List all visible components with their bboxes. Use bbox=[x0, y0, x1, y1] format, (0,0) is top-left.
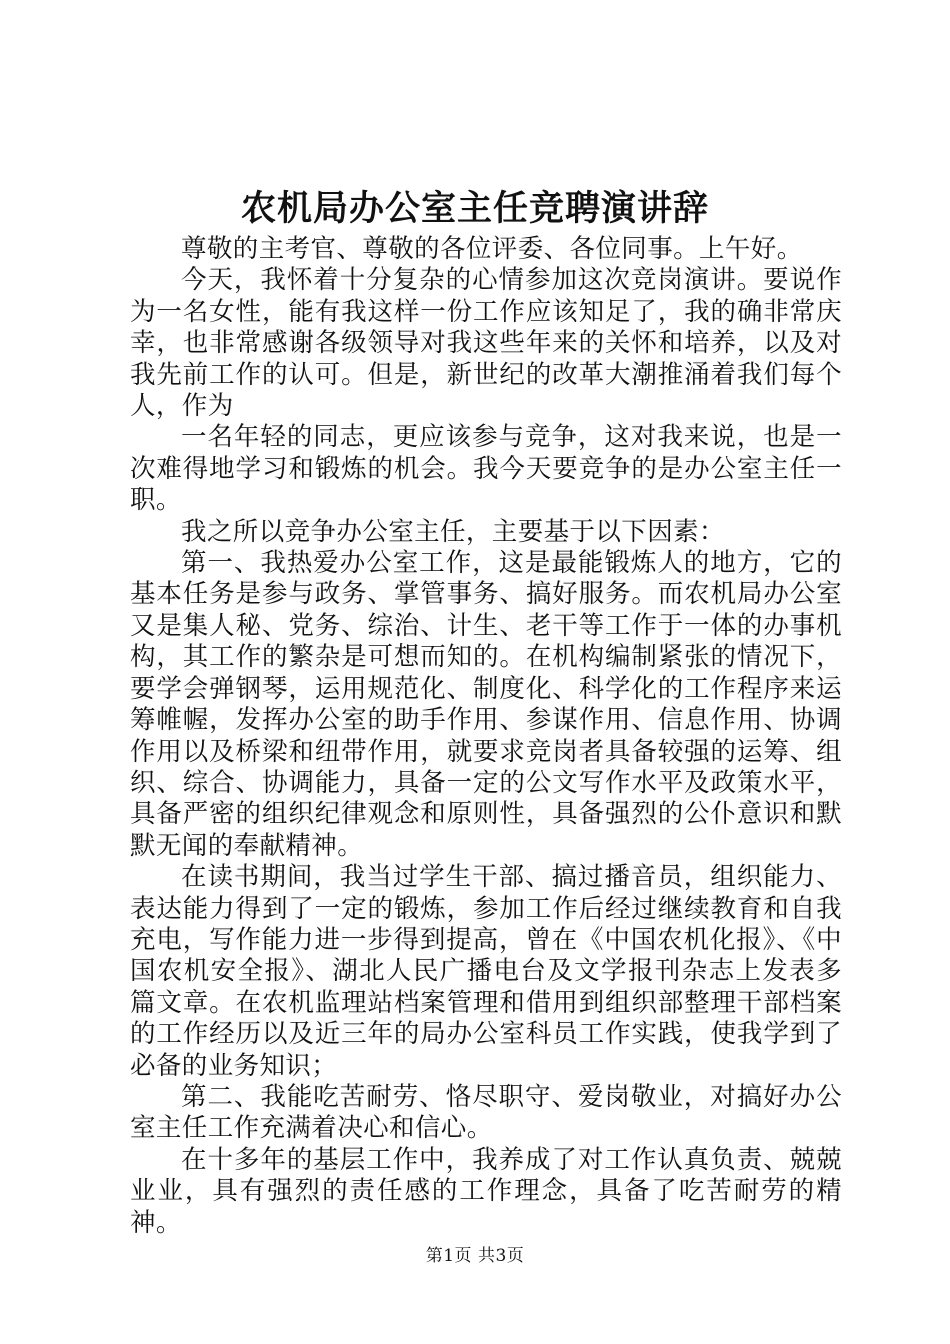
paragraph: 今天，我怀着十分复杂的心情参加这次竞岗演讲。要说作为一名女性，能有我这样一份工作应该知足了，我的确非常庆幸，也非常感谢各级领导对我这些年来的关怀和培养，以及对我先前工作的认可。但是，新世纪的改革大潮推涌着我们每个人，作为 bbox=[130, 265, 842, 422]
paragraph: 我之所以竞争办公室主任，主要基于以下因素： bbox=[181, 516, 725, 547]
paragraph-greeting: 尊敬的主考官、尊敬的各位评委、各位同事。上午好。 bbox=[181, 234, 803, 264]
page-number-footer: 第1页 共3页 bbox=[425, 1246, 525, 1266]
paragraph: 一名年轻的同志，更应该参与竞争，这对我来说，也是一次难得地学习和锻炼的机会。我今天要竞争的是办公室主任一职。 bbox=[130, 422, 842, 516]
paragraph: 在十多年的基层工作中，我养成了对工作认真负责、兢兢业业，具有强烈的责任感的工作理念，具备了吃苦耐劳的精神。 bbox=[130, 1144, 842, 1238]
paragraph: 第一、我热爱办公室工作，这是最能锻炼人的地方，它的基本任务是参与政务、掌管事务、搞好服务。而农机局办公室又是集人秘、党务、综治、计生、老干等工作于一体的办事机构，其工作的繁杂是可想而知的。在机构编制紧张的情况下，要学会弹钢琴，运用规范化、制度化、科学化的工作程序来运筹帷幄，发挥办公室的助手作用、参谋作用、信息作用、协调作用以及桥梁和纽带作用，就要求竞岗者具备较强的运筹、组织、综合、协调能力，具备一定的公文写作水平及政策水平，具备严密的组织纪律观念和原则性，具备强烈的公仆意识和默默无闻的奉献精神。 bbox=[130, 548, 842, 861]
document-title: 农机局办公室主任竞聘演讲辞 bbox=[240, 188, 709, 229]
paragraph: 第二、我能吃苦耐劳、恪尽职守、爱岗敬业，对搞好办公室主任工作充满着决心和信心。 bbox=[130, 1081, 842, 1144]
document-body bbox=[130, 234, 842, 1239]
paragraph: 在读书期间，我当过学生干部、搞过播音员，组织能力、表达能力得到了一定的锻炼，参加工作后经过继续教育和自我充电，写作能力进一步得到提高，曾在《中国农机化报》、《中国农机安全报》、湖北人民广播电台及文学报刊杂志上发表多篇文章。在农机监理站档案管理和借用到组织部整理干部档案的工作经历以及近三年的局办公室科员工作实践，使我学到了必备的业务知识； bbox=[130, 862, 842, 1081]
